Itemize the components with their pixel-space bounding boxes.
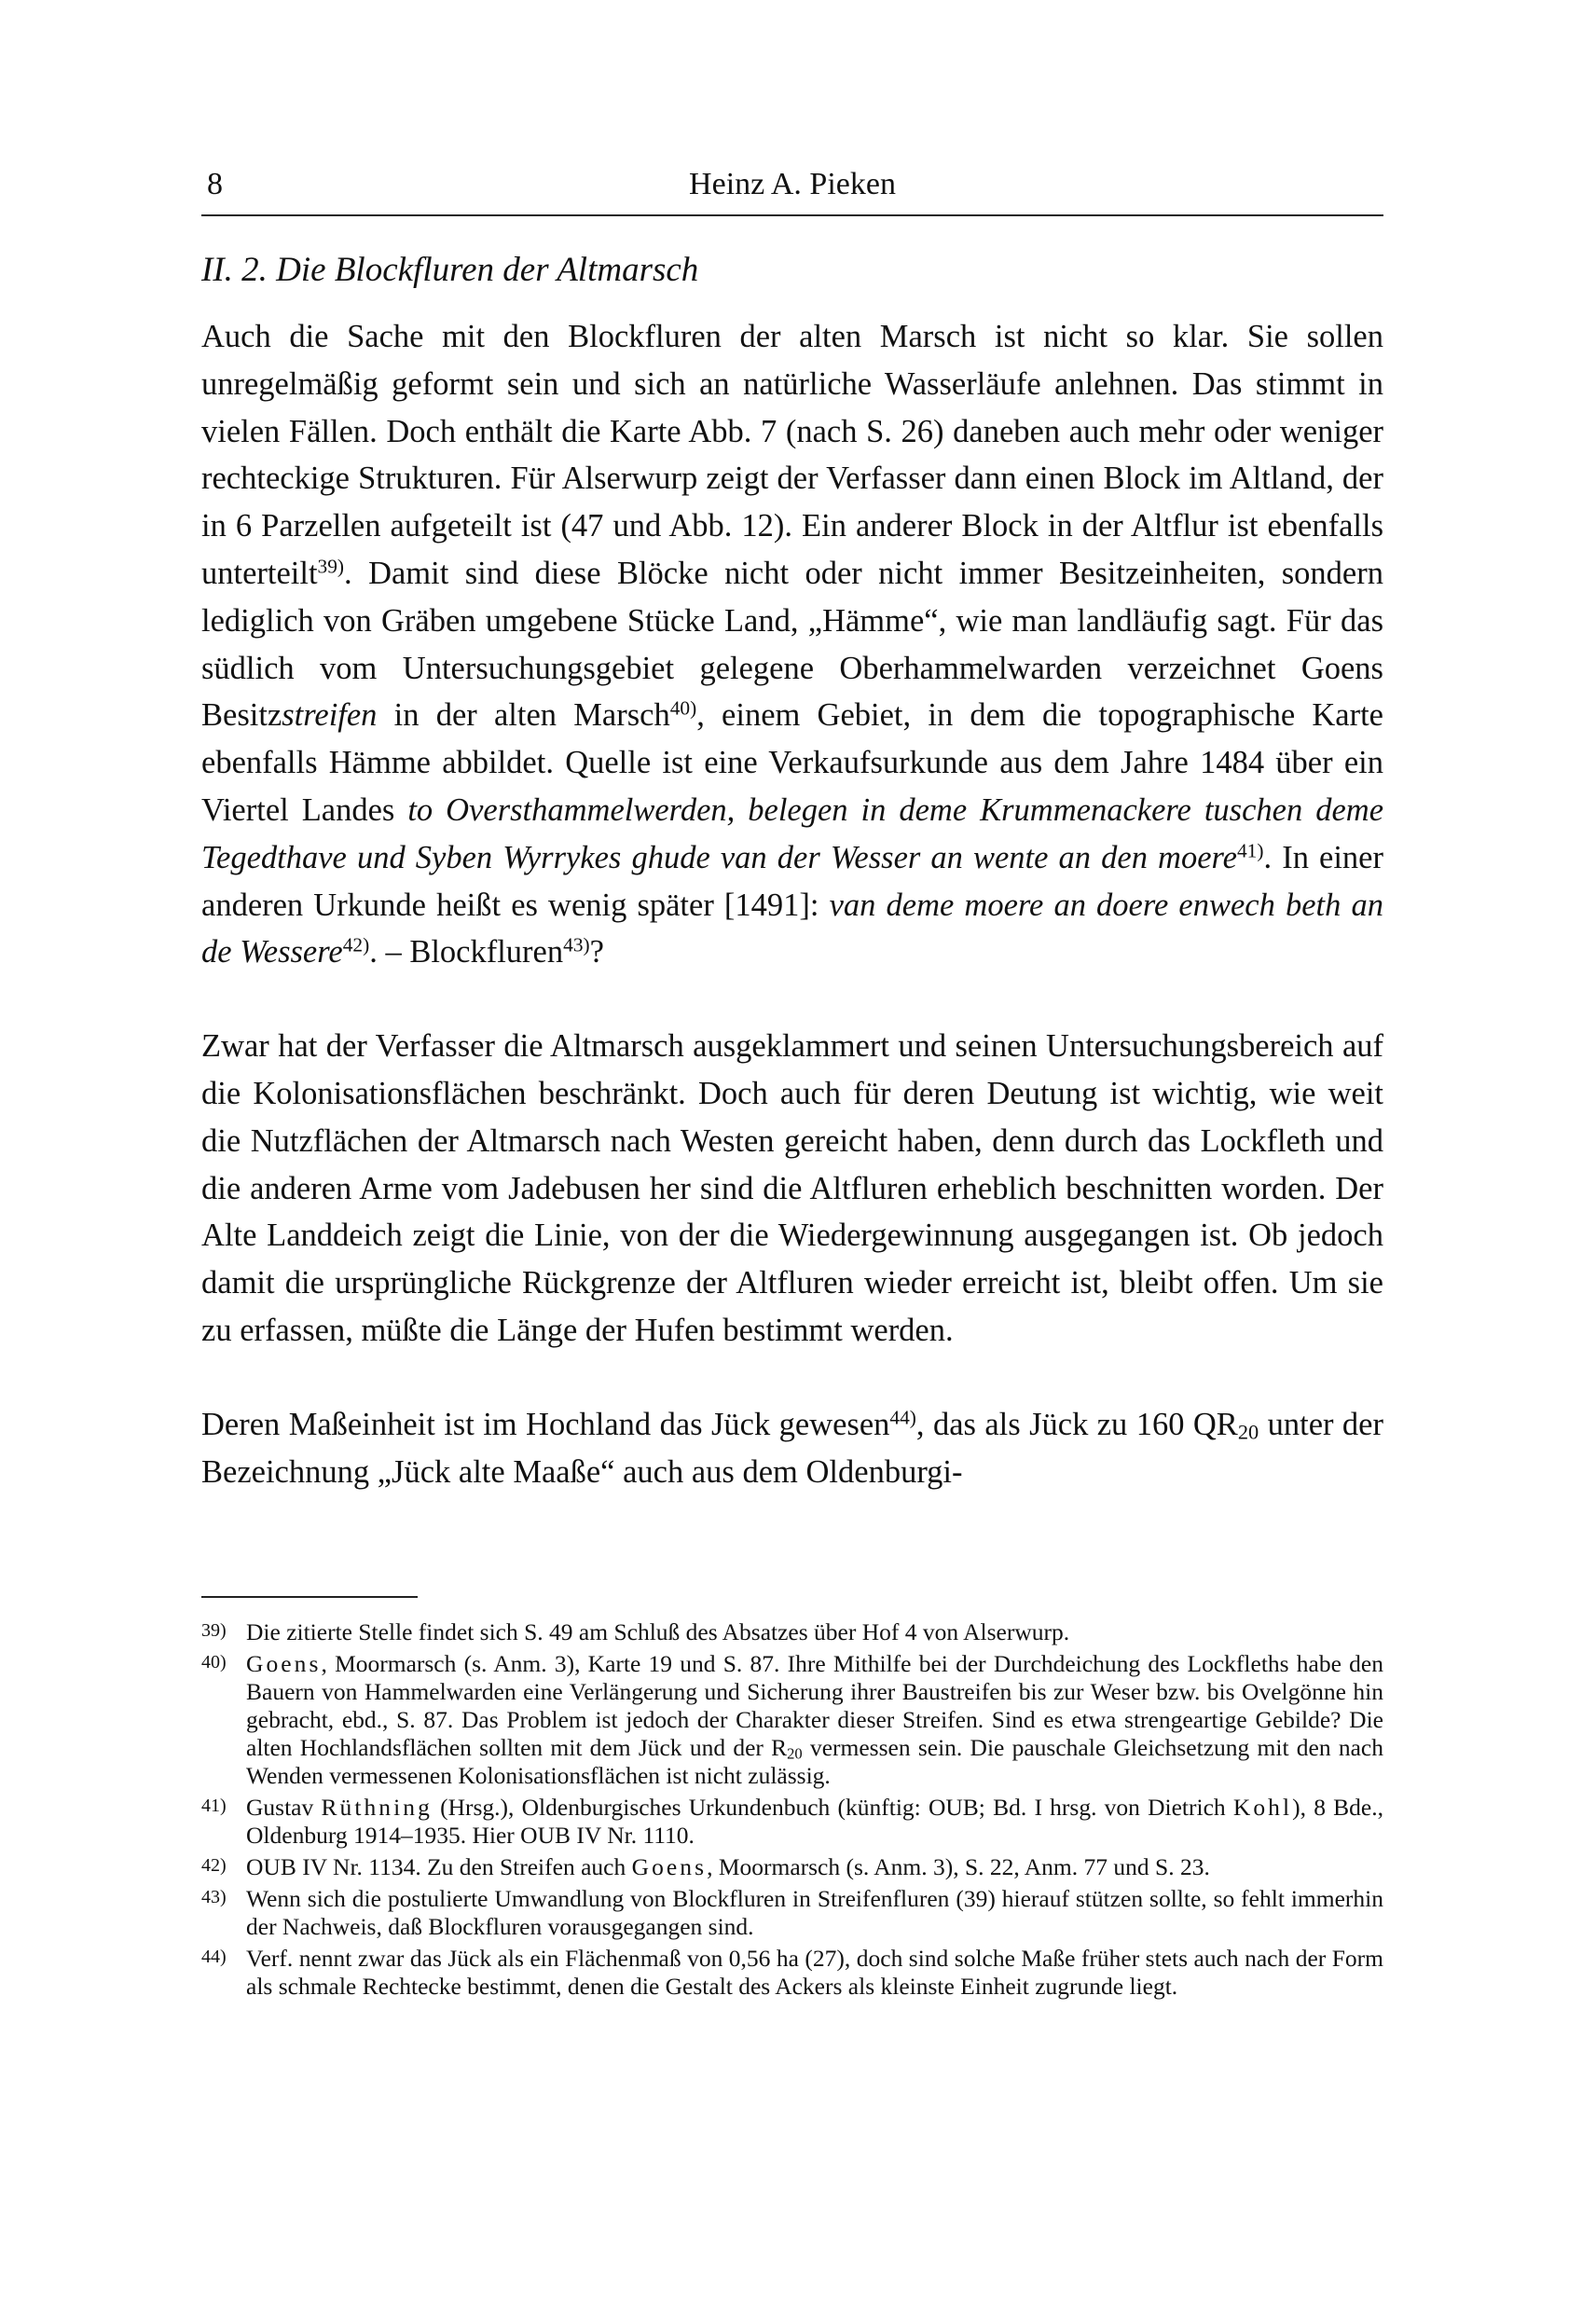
section-title: II. 2. Die Blockfluren der Altmarsch (201, 251, 699, 289)
quoted-source-text: to Oversthammelwerden, belegen in deme Krummenackere tuschen deme Tegedthave und Syben Wyrrykes ghude van der Wesser an wente an den moere (201, 791, 1384, 875)
footnote-44 (201, 1945, 1383, 2001)
footnote-41 (201, 1794, 1383, 1850)
footnote-39 (201, 1618, 1383, 1646)
quoted-source-text: van deme moere an doere enwech beth an de Wessere (201, 887, 1383, 970)
footnote-ref-41: 41) (1236, 839, 1264, 862)
footnote-text: Wenn sich die postulierte Umwandlung von Blockfluren in Streifenfluren (39) hierauf stützen sollte, so fehlt immerhin der Nachweis, daß Blockfluren vorausgegangen sind. (246, 1885, 1383, 1941)
text-run: Deren Maßeinheit ist im Hochland das Jück gewesen (201, 1406, 890, 1442)
footnote-mark: 40) (201, 1652, 227, 1673)
footnote-43 (201, 1885, 1383, 1941)
emphasis-text: streifen (282, 697, 378, 734)
running-head-author: Heinz A. Pieken (689, 167, 896, 201)
text-run: . – Blockfluren (369, 934, 564, 970)
footnote-text: , Moormarsch (s. Anm. 3), S. 22, Anm. 77 und S. 23. (707, 1853, 1210, 1881)
footnote-mark: 43) (201, 1887, 227, 1908)
footnote-mark: 39) (201, 1620, 227, 1642)
footnote-text: vermessen sein. Die pauschale Gleichsetzung mit den nach Wenden vermessenen Kolonisationsflächen ist nicht zulässig. (246, 1734, 1383, 1790)
book-page (201, 166, 1383, 2004)
footnote-text: OUB IV Nr. 1134. Zu den Streifen auch (246, 1853, 632, 1881)
author-name: Kohl (1232, 1794, 1293, 1822)
author-name: Goens (631, 1853, 708, 1881)
footnote-mark: 42) (201, 1855, 227, 1877)
text-run: unter der Bezeichnung „Jück alte Maaße“ auch aus dem Oldenburgi- (201, 1406, 1383, 1490)
running-head (201, 166, 1383, 216)
author-name: Goens (246, 1650, 322, 1678)
footnote-text: Verf. nennt zwar das Jück als ein Flächenmaß von 0,56 ha (27), doch sind solche Maße früher stets auch nach der Form als schmale Rechtecke bestimmt, denen die Gestalt des Ackers als kleinste Einheit zugrunde liegt. (246, 1945, 1383, 2001)
footnote-divider (201, 1596, 418, 1598)
body-paragraph-2: Zwar hat der Verfasser die Altmarsch ausgeklammert und seinen Untersuchungsbereich auf die Kolonisationsflächen beschränkt. Doch auch für deren Deutung ist wichtig, wie weit die Nutzflächen der Altmarsch nach Westen gereicht haben, denn durch das Lockfleth und die anderen Arme vom Jadebusen her sind die Altfluren erheblich beschnitten worden. Der Alte Landdeich zeigt die Linie, von der die Wiedergewinnung ausgegangen ist. Ob jedoch damit die ursprüngliche Rückgrenze der Altfluren wieder erreicht ist, bleibt offen. Um sie zu erfassen, müßte die Länge der Hufen bestimmt werden. (201, 1028, 1383, 1348)
text-run: in der alten Marsch (377, 697, 670, 734)
page-number: 8 (207, 167, 223, 201)
text-run: ? (589, 934, 604, 970)
footnote-mark: 41) (201, 1796, 227, 1817)
text-run: Auch die Sache mit den Blockfluren der alten Marsch ist nicht so klar. Sie sollen unregelmäßig geformt sein und sich an natürliche Wasserläufe anlehnen. Das stimmt in vielen Fällen. Doch enthält die Karte Abb. 7 (nach S. 26) daneben auch mehr oder weniger rechteckige Strukturen. Für Alserwurp zeigt der Verfasser dann einen Block im Altland, der in 6 Parzellen aufgeteilt ist (47 und Abb. 12). Ein anderer Block in der Altflur ist ebenfalls unterteilt (201, 319, 1383, 591)
text-run: , einem Gebiet, in dem die topographische Karte ebenfalls Hämme abbildet. Quelle ist eine Verkaufsurkunde aus dem Jahre 1484 über ein Viertel Landes (201, 697, 1383, 828)
footnote-text: ), 8 Bde., Oldenburg 1914–1935. Hier OUB IV Nr. 1110. (246, 1794, 1383, 1850)
text-run: , das als Jück zu 160 QR (915, 1406, 1238, 1442)
footnote-mark: 44) (201, 1947, 227, 1968)
body-paragraph-1 (201, 313, 1383, 976)
footnote-ref-44: 44) (889, 1405, 916, 1428)
footnote-42 (201, 1853, 1383, 1881)
footnote-ref-43: 43) (563, 933, 590, 956)
footnote-ref-40: 40) (669, 696, 697, 720)
subscript: 20 (787, 1744, 803, 1763)
footnote-text: Gustav (246, 1794, 322, 1822)
footnote-40 (201, 1650, 1383, 1790)
footnote-text: Die zitierte Stelle findet sich S. 49 am Schluß des Absatzes über Hof 4 von Alserwurp. (246, 1618, 1070, 1646)
footnote-text: (Hrsg.), Oldenburgisches Urkundenbuch (künftig: OUB; Bd. I hrsg. von Dietrich (432, 1794, 1233, 1822)
text-run: . Damit sind diese Blöcke nicht oder nicht immer Besitzeinheiten, sondern lediglich von Gräben umgebene Stücke Land, „Hämme“, wie man landläufig sagt. Für das südlich vom Untersuchungsgebiet gelegene Oberhammelwarden verzeichnet Goens Besitz (201, 555, 1383, 734)
text-run: . In einer anderen Urkunde heißt es wenig später [1491]: (201, 839, 1383, 923)
footnote-text: , Moormarsch (s. Anm. 3), Karte 19 und S. 87. Ihre Mithilfe bei der Durchdeichung des Lockfleths habe den Bauern von Hammelwarden eine Verlängerung und Sicherung ihrer Baustreifen bis zur Weser bzw. bis Ovelgönne hin gebracht, ebd., S. 87. Das Problem ist jedoch der Charakter dieser Streifen. Sind es etwa strengeartige Gebilde? Die alten Hochlandsflächen sollten mit dem Jück und der R (246, 1650, 1383, 1762)
subscript: 20 (1237, 1420, 1259, 1444)
footnotes (201, 1618, 1383, 2001)
body-paragraph-3 (201, 1401, 1383, 1496)
footnote-ref-39: 39) (317, 555, 345, 578)
author-name: Rüthning (321, 1794, 433, 1822)
footnote-ref-42: 42) (342, 933, 370, 956)
